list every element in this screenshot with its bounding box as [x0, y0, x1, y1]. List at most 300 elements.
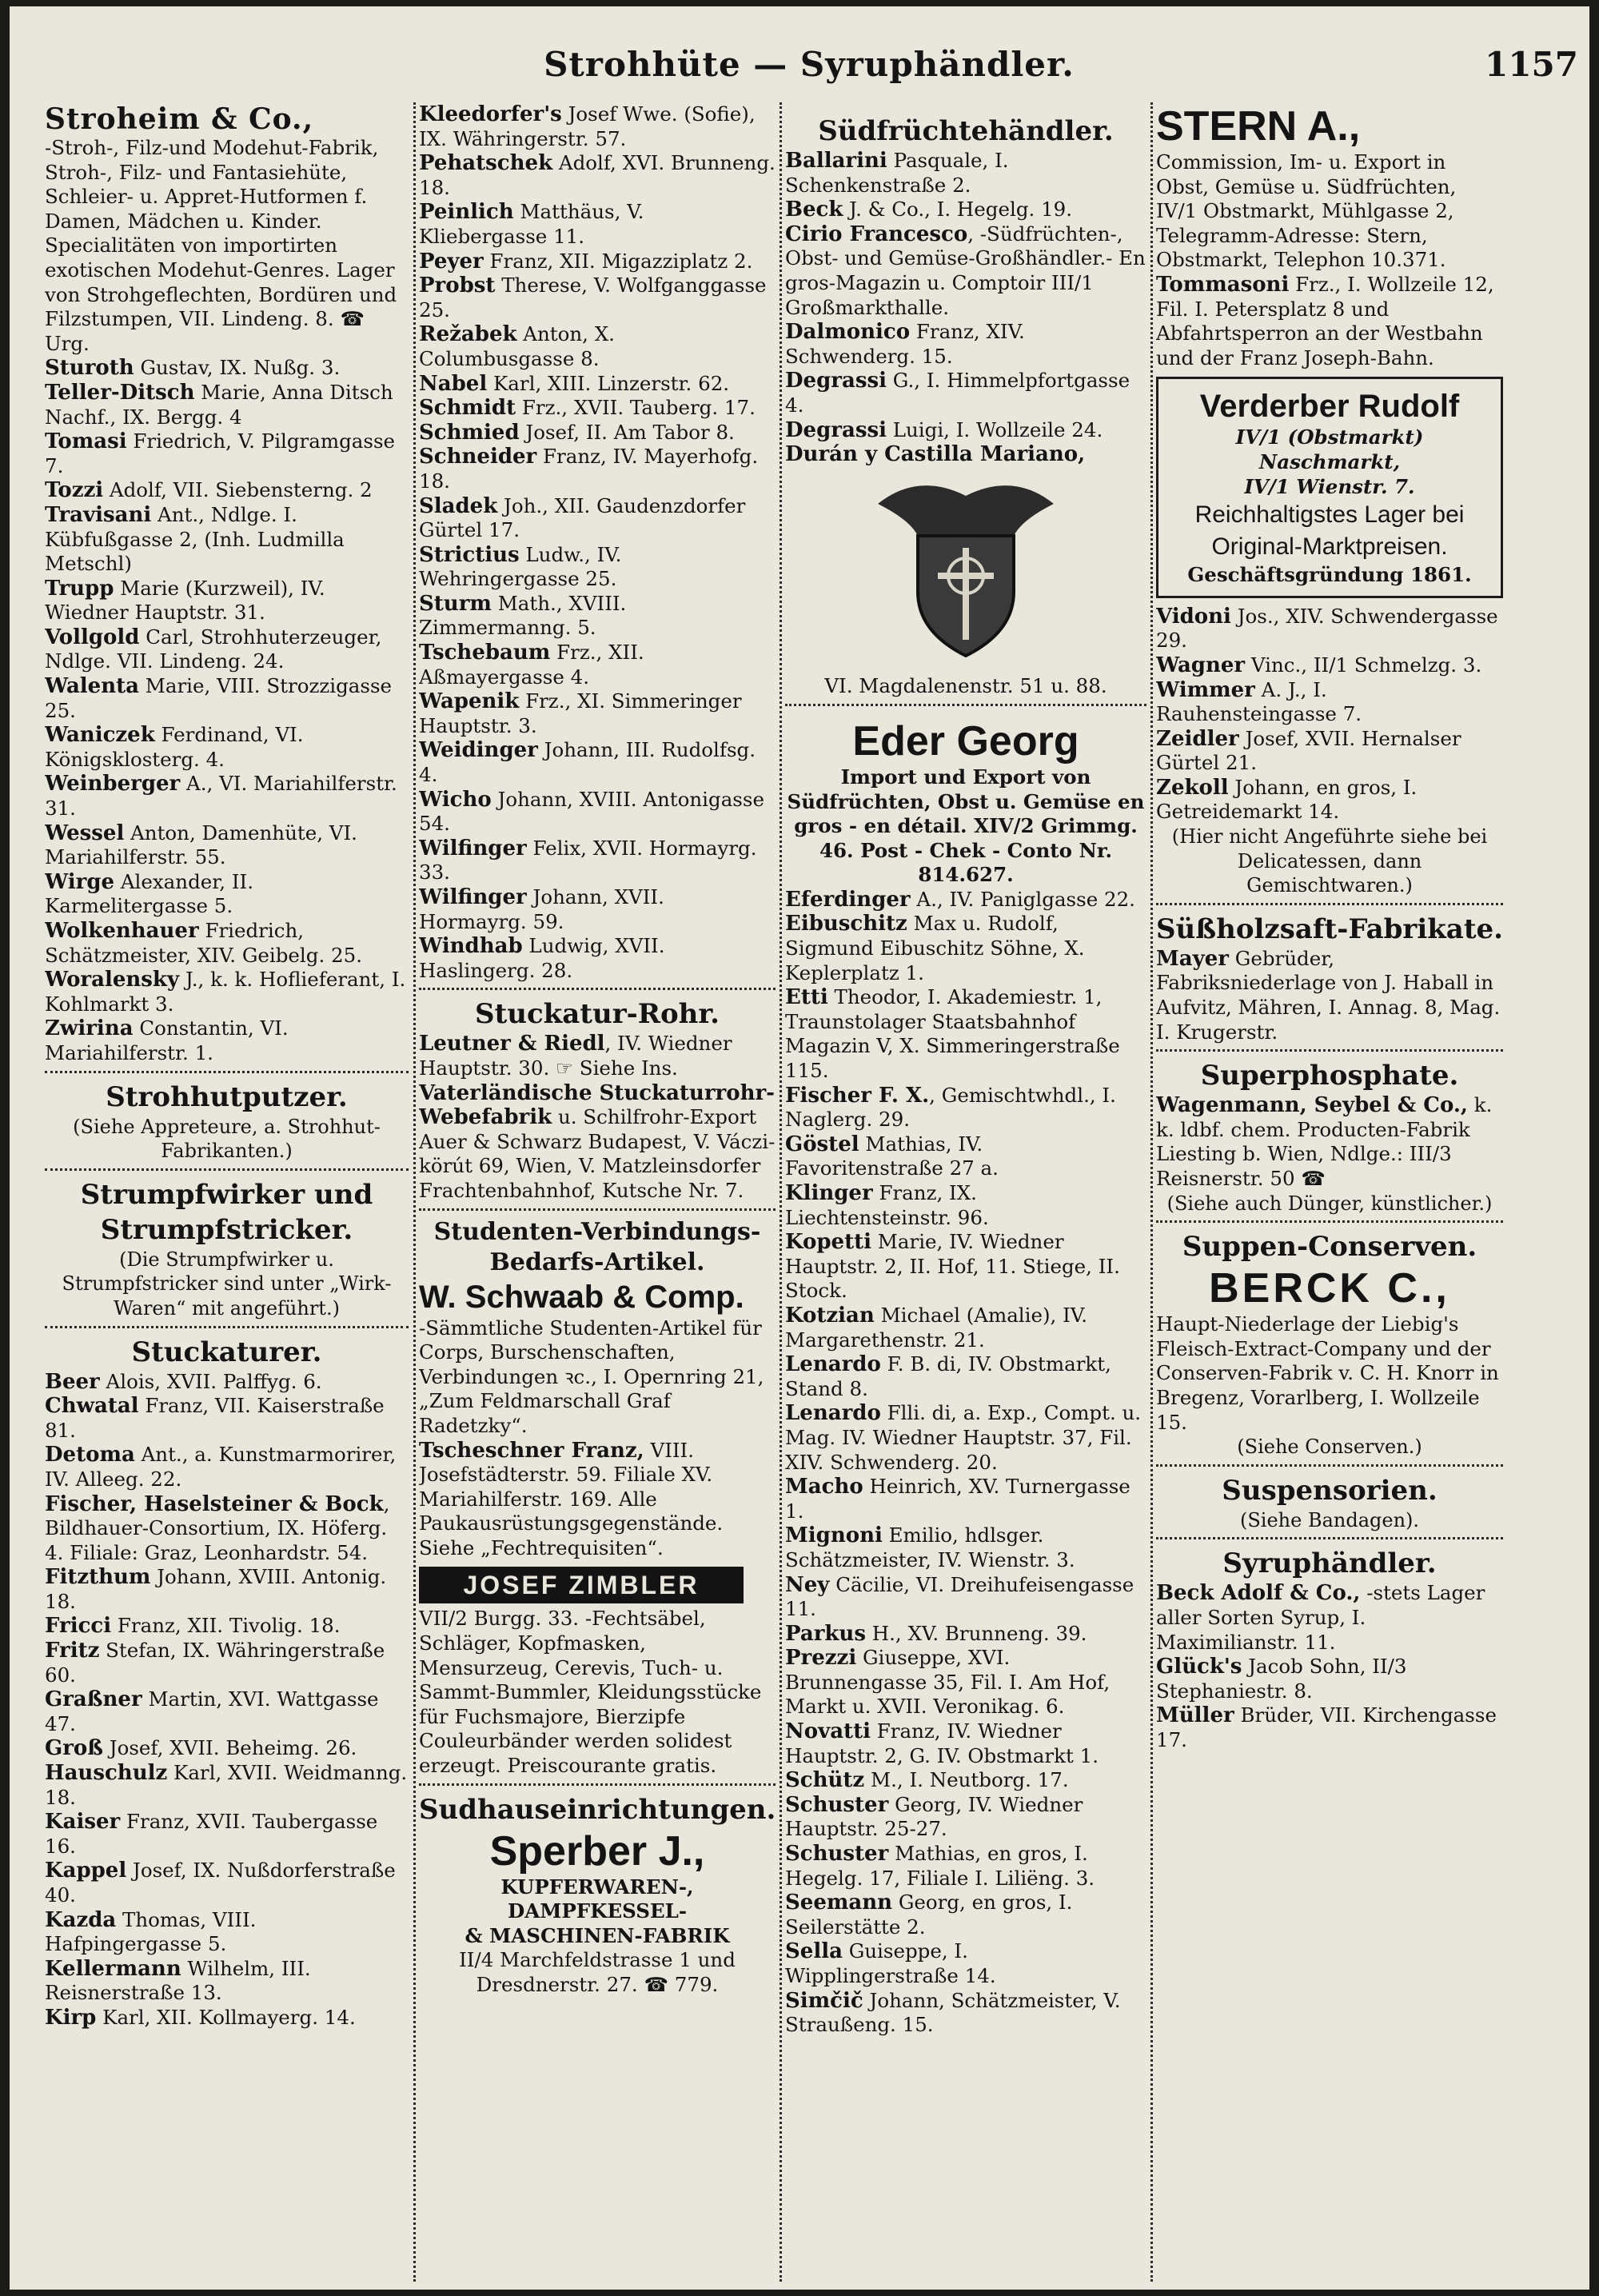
section-note: (Siehe Bandagen). — [1239, 1508, 1420, 1531]
page-header-title: Strohhüte — Syruphändler. — [544, 45, 1075, 84]
directory-entry — [45, 1957, 409, 2006]
berck-ad-text: Haupt-Niederlage der Liebig's Fleisch-Extract-Company und der Conserven-Fabrik v. C. H. Knorr in Bregenz, Vorarlberg, I. Wollzeile 15. — [1156, 1312, 1499, 1434]
eder-ad-name: Eder Georg — [852, 717, 1079, 765]
section-heading-suppen: Suppen-Conserven. — [1156, 1220, 1503, 1264]
directory-entry — [45, 674, 409, 723]
directory-entry — [785, 222, 1146, 320]
directory-entry — [419, 543, 776, 592]
verderber-text-3: Geschäftsgründung 1861. — [1187, 563, 1472, 587]
directory-entry — [785, 1622, 1146, 1647]
directory-entry — [785, 320, 1146, 369]
entry-name: Windhab — [419, 934, 523, 959]
entry-name: Wolkenhauer — [45, 919, 199, 943]
entry-name: Glück's — [1156, 1655, 1242, 1679]
entry-text: Flli. di, a. Exp., Compt. u. Mag. IV. Wiedner Hauptstr. 37, Fil. XIV. Schwenderg. 20. — [785, 1401, 1142, 1474]
section-note: (Hier nicht Angeführte siehe bei Delicatessen, dann Gemischtwaren.) — [1171, 825, 1488, 897]
directory-entry — [45, 1016, 409, 1065]
entry-text: k. k. ldbf. chem. Producten-Fabrik Liesting b. Wien, Ndlge.: III/3 Reisnerstr. 50 ☎ — [1156, 1093, 1493, 1190]
entry-name: Sladek — [419, 493, 498, 518]
directory-entry — [45, 503, 409, 577]
entry-text: Alois, XVII. Palffyg. 6. — [99, 1369, 322, 1393]
directory-entry — [45, 381, 409, 429]
entry-text: Franz, IV. Mayerhofg. 18. — [419, 445, 759, 493]
directory-entry — [785, 1132, 1146, 1181]
entry-text: Jos., XIV. Schwendergasse 29. — [1156, 604, 1498, 653]
directory-entry — [45, 1639, 409, 1687]
directory-entry — [785, 1181, 1146, 1230]
entry-text: Anton, X. Columbusgasse 8. — [419, 322, 615, 370]
entry-text: A., VI. Mariahilferstr. 31. — [45, 772, 397, 821]
entry-name: Graßner — [45, 1687, 142, 1712]
column-4 — [1156, 102, 1503, 2282]
column-3 — [785, 102, 1146, 2282]
column-1 — [45, 102, 409, 2282]
directory-entry — [419, 738, 776, 787]
section-heading-suedfruechte: Südfrüchtehändler. — [818, 115, 1114, 147]
entry-name: Ney — [785, 1572, 830, 1597]
entry-name: Simčič — [785, 1988, 863, 2013]
entry-name: Seemann — [785, 1891, 893, 1915]
entry-name: Beer — [45, 1369, 100, 1394]
entry-name: Schmied — [419, 420, 520, 445]
entry-name: Parkus — [785, 1621, 866, 1646]
directory-entry — [785, 1401, 1146, 1475]
entry-text: Gebrüder, Fabriksniederlage von J. Haball in Aufvitz, Mähren, I. Annag. 8, Mag. I. Krugerstr. — [1156, 946, 1501, 1044]
entry-text: Alexander, II. Karmelitergasse 5. — [45, 869, 253, 918]
entry-name: Prezzi — [785, 1646, 857, 1671]
directory-entry — [419, 934, 776, 983]
entry-text: Gustav, IX. Nußg. 3. — [134, 356, 341, 380]
entry-text: Josef, XVII. Hernalser Gürtel 21. — [1156, 726, 1461, 775]
directory-entry — [45, 772, 409, 821]
entry-name: Travisani — [45, 502, 152, 527]
directory-entry — [45, 1736, 409, 1761]
entry-name: Fitzthum — [45, 1565, 151, 1590]
entry-name: Tscheschner Franz, — [419, 1438, 644, 1463]
entry-text: Guiseppe, I. Wipplingerstraße 14. — [785, 1939, 996, 1987]
entry-text: Marie, Anna Ditsch Nachf., IX. Bergg. 4 — [45, 380, 393, 429]
entry-text: Math., XVIII. Zimmermanng. 5. — [419, 591, 627, 640]
entry-name: Peyer — [419, 249, 484, 274]
entry-name: Macho — [785, 1475, 863, 1499]
entry-name: Probst — [419, 274, 496, 298]
entry-name: Teller-Ditsch — [45, 380, 195, 405]
entry-text: G., I. Himmelpfortgasse 4. — [785, 369, 1130, 417]
directory-entry — [785, 1230, 1146, 1304]
entry-name: Degrassi — [785, 417, 887, 442]
entry-name: Eibuschitz — [785, 912, 907, 936]
directory-entry — [419, 689, 776, 738]
directory-entry — [419, 1081, 776, 1204]
entry-text: Marie, IV. Wiedner Hauptstr. 2, II. Hof, 11. Stiege, II. Stock. — [785, 1230, 1120, 1303]
entry-text: Jacob Sohn, II/3 Stephaniestr. 8. — [1156, 1655, 1407, 1703]
entry-text: Wilhelm, III. Reisnerstraße 13. — [45, 1956, 311, 2005]
entry-name: Mignoni — [785, 1523, 883, 1548]
column-divider — [413, 102, 416, 2282]
entry-text: Frz., XVII. Tauberg. 17. — [516, 396, 756, 420]
duran-address: VI. Magdalenenstr. 51 u. 88. — [824, 674, 1107, 698]
entry-text: J. & Co., I. Hegelg. 19. — [843, 198, 1073, 222]
verderber-address-1: IV/1 (Obstmarkt) Naschmarkt, — [1235, 425, 1424, 473]
entry-name: Sturm — [419, 591, 492, 616]
directory-entry — [1156, 776, 1503, 825]
directory-entry — [785, 1523, 1146, 1572]
entry-name: Wessel — [45, 821, 125, 845]
directory-entry — [45, 1687, 409, 1736]
entry-text: Johann, XVIII. Antonigasse 54. — [419, 787, 764, 836]
entry-name: Kazda — [45, 1907, 117, 1932]
berck-ad-name: BERCK C., — [1209, 1265, 1450, 1312]
entry-text: Franz, IV. Wiedner Hauptstr. 2, G. IV. Obstmarkt 1. — [785, 1719, 1099, 1767]
entry-text: Cäcilie, VI. Dreihufeisengasse 11. — [785, 1572, 1134, 1621]
entry-text: Constantin, VI. Mariahilferstr. 1. — [45, 1016, 289, 1064]
sperber-ad-name: Sperber J., — [489, 1827, 705, 1875]
entry-name: Weinberger — [45, 772, 181, 797]
directory-entry — [785, 198, 1146, 222]
entry-text: Pasquale, I. Schenkenstraße 2. — [785, 149, 1009, 197]
entry-name: Fritz — [45, 1639, 100, 1663]
entry-text: Therese, V. Wolfganggasse 25. — [419, 274, 767, 321]
directory-entry — [1156, 1093, 1503, 1191]
directory-entry — [419, 592, 776, 641]
entry-name: Kotzian — [785, 1303, 875, 1328]
directory-entry — [45, 723, 409, 772]
entry-name: Kellermann — [45, 1956, 181, 1981]
entry-name: Degrassi — [785, 369, 887, 393]
entry-name: Durán y Castilla Mariano, — [785, 442, 1086, 467]
directory-entry — [45, 1370, 409, 1395]
entry-name: Novatti — [785, 1719, 871, 1744]
entry-name: Chwatal — [45, 1394, 139, 1419]
entry-name: Režabek — [419, 322, 517, 347]
directory-entry — [419, 274, 776, 322]
entry-name: Vidoni — [1156, 604, 1231, 629]
tschechner-entry — [419, 1439, 776, 1561]
entry-text: Franz, XII. Migazziplatz 2. — [483, 249, 753, 273]
entry-name: Tschebaum — [419, 641, 551, 665]
directory-entry — [45, 1908, 409, 1957]
entry-name: Leutner & Riedl — [419, 1032, 605, 1056]
entry-text: J., k. k. Hoflieferant, I. Kohlmarkt 3. — [45, 968, 406, 1016]
entry-name: Wagner — [1156, 653, 1246, 677]
directory-entry — [785, 1793, 1146, 1842]
directory-entry — [419, 885, 776, 934]
section-heading-strumpfwirker: Strumpfwirker und Strumpfstricker. — [45, 1168, 409, 1248]
directory-entry — [1156, 273, 1503, 370]
entry-name: Peinlich — [419, 200, 514, 225]
entry-name: Vollgold — [45, 625, 140, 649]
entry-text: Mathias, en gros, I. Hegelg. 17, Filiale I. Liliëng. 3. — [785, 1842, 1095, 1890]
entry-text: Johann, XVII. Hormayrg. 59. — [419, 885, 664, 933]
directory-entry — [45, 429, 409, 478]
entry-name: Wirge — [45, 869, 115, 894]
directory-entry — [419, 102, 776, 151]
directory-entry — [45, 821, 409, 870]
column-divider — [780, 102, 782, 2282]
entry-name: Wapenik — [419, 689, 520, 714]
sperber-line-2: & MASCHINEN-FABRIK — [465, 1923, 730, 1947]
directory-entry — [785, 1573, 1146, 1622]
directory-entry — [1156, 727, 1503, 776]
entry-name: Fischer, Haselsteiner & Bock — [45, 1491, 384, 1516]
section-heading-studenten: Studenten-Verbindungs-Bedarfs-Artikel. — [419, 1208, 776, 1278]
entry-name: Trupp — [45, 576, 114, 601]
directory-entry — [419, 641, 776, 689]
entry-text: Karl, XVII. Weidmanng. 18. — [45, 1761, 408, 1809]
entry-text: Adolf, VII. Siebensterng. 2 — [103, 478, 373, 502]
entry-name: Tomasi — [45, 429, 127, 454]
schwaab-ad-name: W. Schwaab & Comp. — [419, 1279, 744, 1315]
entry-name: Kleedorfer's — [419, 102, 562, 126]
entry-text: Johann, en gros, I. Getreidemarkt 14. — [1156, 775, 1418, 824]
directory-entry — [785, 418, 1146, 443]
entry-name: Schuster — [785, 1792, 889, 1817]
entry-name: Zeidler — [1156, 726, 1239, 751]
directory-entry — [45, 870, 409, 919]
entry-name: Kirp — [45, 2005, 97, 2030]
entry-name: Schuster — [785, 1842, 889, 1867]
entry-name: Dalmonico — [785, 320, 911, 345]
directory-entry — [785, 1989, 1146, 2038]
entry-text: H., XV. Brunneng. 39. — [865, 1621, 1087, 1645]
entry-name: Beck Adolf & Co., — [1156, 1581, 1361, 1606]
directory-entry — [785, 985, 1146, 1083]
entry-name: Tozzi — [45, 478, 104, 503]
entry-text: Brüder, VII. Kirchengasse 17. — [1156, 1703, 1497, 1751]
entry-list — [419, 1032, 776, 1203]
entry-name: Wicho — [419, 787, 492, 812]
entry-text: Georg, IV. Wiedner Hauptstr. 25-27. — [785, 1792, 1083, 1841]
entry-text: Karl, XIII. Linzerstr. 62. — [487, 371, 730, 395]
entry-name: Eferdinger — [785, 887, 911, 912]
entry-name: Fischer F. X. — [785, 1083, 930, 1108]
section-heading-sudhaus: Sudhauseinrichtungen. — [419, 1783, 776, 1827]
entry-text: Adolf, XVI. Brunneng. 18. — [419, 151, 776, 199]
entry-text: Marie, VIII. Strozzigasse 25. — [45, 674, 393, 722]
entry-list — [419, 102, 776, 983]
directory-entry — [1156, 678, 1503, 727]
entry-text: Georg, en gros, I. Seilerstätte 2. — [785, 1891, 1073, 1939]
entry-text: Stefan, IX. Währingerstraße 60. — [45, 1639, 385, 1687]
entry-name: Beck — [785, 198, 843, 222]
entry-name: Kopetti — [785, 1230, 871, 1255]
entry-name: Lenardo — [785, 1352, 881, 1377]
entry-text: Frz., XI. Simmeringer Hauptstr. 3. — [419, 689, 742, 737]
entry-text: Johann, III. Rudolfsg. 4. — [419, 738, 756, 787]
directory-entry — [45, 625, 409, 674]
entry-text: , -Südfrüchten-, Obst- und Gemüse-Großhändler.- En gros-Magazin u. Comptoir III/1 Großmarkthalle. — [785, 222, 1146, 319]
entry-text: Franz, XII. Tivolig. 18. — [111, 1614, 341, 1638]
directory-entry — [785, 149, 1146, 198]
entry-name: Nabel — [419, 371, 488, 396]
entry-text: Friedrich, Schätzmeister, XIV. Geibelg. 25. — [45, 919, 362, 967]
directory-entry — [419, 396, 776, 421]
entry-text: Josef, II. Am Tabor 8. — [519, 420, 735, 444]
entry-text: Max u. Rudolf, Sigmund Eibuschitz Söhne, X. Keplerplatz 1. — [785, 912, 1085, 984]
entry-name: Schmidt — [419, 396, 516, 421]
directory-entry — [785, 1768, 1146, 1793]
entry-name: Vaterländische Stuckaturrohr-Webefabrik — [419, 1080, 775, 1130]
entry-text: Frz., XII. Aßmayergasse 4. — [419, 641, 644, 689]
entry-name: Walenta — [45, 674, 139, 699]
directory-entry — [419, 788, 776, 837]
entry-text: Theodor, I. Akademiestr. 1, Traunstolager Staatsbahnhof Magazin V, X. Simmeringerstraße 115. — [785, 985, 1120, 1083]
entry-text: Franz, VII. Kaiserstraße 81. — [45, 1394, 385, 1442]
directory-entry — [785, 1352, 1146, 1401]
entry-text: Joh., XII. Gaudenzdorfer Gürtel 17. — [419, 493, 746, 542]
entry-text: Franz, XVII. Taubergasse 16. — [45, 1810, 378, 1858]
directory-entry — [785, 1475, 1146, 1523]
entry-text: Johann, Schätzmeister, V. Straußeng. 15. — [785, 1988, 1121, 2037]
directory-entry — [1156, 1655, 1503, 1703]
directory-entry — [785, 1304, 1146, 1352]
section-heading-superphosphate: Superphosphate. — [1156, 1049, 1503, 1093]
entry-name: Kaiser — [45, 1810, 121, 1835]
stern-ad-text: Commission, Im- u. Export in Obst, Gemüse u. Südfrüchten, IV/1 Obstmarkt, Mühlgasse 2, Telegramm-Adresse: Stern, Obstmarkt, Telephon 10.371. — [1156, 150, 1457, 272]
directory-entry — [1156, 1581, 1503, 1655]
entry-name: Hauschulz — [45, 1761, 168, 1786]
entry-text: , IV. Wiedner Hauptstr. 30. ☞ Siehe Ins. — [419, 1032, 732, 1080]
verderber-text-2: Original-Marktpreisen. — [1211, 533, 1448, 561]
verderber-address-2: IV/1 Wienstr. 7. — [1244, 474, 1415, 498]
entry-text: Josef, IX. Nußdorferstraße 40. — [45, 1859, 396, 1907]
entry-name: Schneider — [419, 445, 537, 469]
directory-entry — [45, 1859, 409, 1907]
entry-text: M., I. Neutborg. 17. — [864, 1768, 1069, 1792]
section-note: (Siehe Appreteure, a. Strohhut-Fabrikanten.) — [73, 1115, 381, 1163]
entry-name: Wagenmann, Seybel & Co., — [1156, 1093, 1468, 1118]
directory-entry — [419, 372, 776, 397]
entry-name: Groß — [45, 1736, 103, 1761]
entry-name: Pehatschek — [419, 151, 553, 176]
directory-entry — [45, 1810, 409, 1859]
entry-text: Michael (Amalie), IV. Margarethenstr. 21. — [785, 1303, 1087, 1352]
entry-name: Kappel — [45, 1859, 127, 1883]
crest-emblem — [785, 467, 1146, 675]
directory-entry — [45, 577, 409, 625]
verderber-ad-box — [1156, 377, 1503, 597]
directory-entry — [785, 442, 1146, 467]
directory-entry — [785, 1891, 1146, 1939]
directory-entry — [45, 968, 409, 1016]
entry-list — [1156, 273, 1503, 370]
entry-name: Zwirina — [45, 1016, 134, 1041]
section-heading-syrup: Syruphändler. — [1156, 1537, 1503, 1581]
section-heading-strohhutputzer: Strohhutputzer. — [45, 1071, 409, 1115]
sperber-line-1: KUPFERWAREN-, DAMPFKESSEL- — [500, 1875, 694, 1923]
directory-entry — [785, 369, 1146, 417]
entry-name: Wilfinger — [419, 885, 527, 909]
entry-name: Etti — [785, 985, 828, 1010]
entry-name: Wilfinger — [419, 836, 527, 861]
stroheim-ad-name: Stroheim & Co., — [45, 102, 314, 136]
entry-name: Zekoll — [1156, 775, 1229, 800]
entry-text: Ludwig, XVII. Haslingerg. 28. — [419, 934, 665, 982]
directory-entry — [785, 1084, 1146, 1132]
entry-text: Josef, XVII. Beheimg. 26. — [103, 1736, 357, 1760]
directory-entry — [419, 250, 776, 274]
entry-text: Franz, XIV. Schwenderg. 15. — [785, 320, 1025, 368]
directory-entry — [45, 1394, 409, 1443]
entry-list — [45, 356, 409, 1065]
entry-text: Johann, XVIII. Antonig. 18. — [45, 1565, 387, 1613]
verderber-text-1: Reichhaltigstes Lager bei — [1194, 501, 1465, 529]
section-heading-stuckaturrohr: Stuckatur-Rohr. — [419, 988, 776, 1032]
entry-text: Matthäus, V. Kliebergasse 11. — [419, 200, 644, 248]
eder-ad-text: Import und Export von Südfrüchten, Obst u. Gemüse en gros - en détail. XIV/2 Grimmg. 46. Post - Chek - Conto Nr. 814.627. — [787, 765, 1145, 887]
directory-entry — [785, 1646, 1146, 1719]
section-note: (Siehe auch Dünger, künstlicher.) — [1166, 1192, 1493, 1215]
zimbler-ad-name: JOSEF ZIMBLER — [419, 1567, 744, 1603]
directory-page — [10, 6, 1589, 2290]
entry-text: , Bildhauer-Consortium, IX. Höferg. 4. Filiale: Graz, Leonhardstr. 54. — [45, 1491, 390, 1564]
entry-text: Mathias, IV. Favoritenstraße 27 a. — [785, 1132, 999, 1180]
entry-text: Karl, XII. Kollmayerg. 14. — [96, 2005, 356, 2029]
stroheim-ad-text: -Stroh-, Filz-und Modehut-Fabrik, Stroh-, Filz- und Fantasiehüte, Schleier- u. Appret-Hutformen f. Damen, Mädchen u. Kinder. Specialitäten von importirten exotischen Modehut-Genres. Lager von Strohgeflechten, Bordüren und Filzstumpen, VII. Lindeng. 8. ☎ Urg. — [45, 136, 397, 355]
entry-list — [1156, 1093, 1503, 1191]
stern-ad-name: STERN A., — [1156, 103, 1361, 150]
directory-entry — [1156, 653, 1503, 678]
directory-entry — [45, 1443, 409, 1491]
section-heading-suspensorien: Suspensorien. — [1156, 1464, 1503, 1508]
entry-text: Emilio, hdlsger. Schätzmeister, IV. Wienstr. 3. — [785, 1523, 1075, 1571]
entry-text: Thomas, VIII. Hafpingergasse 5. — [45, 1907, 257, 1956]
directory-entry — [785, 1719, 1146, 1768]
directory-entry — [1156, 605, 1503, 653]
directory-entry — [45, 1565, 409, 1614]
directory-entry — [45, 1761, 409, 1810]
entry-text: Vinc., II/1 Schmelzg. 3. — [1245, 653, 1482, 677]
entry-text: A., IV. Paniglgasse 22. — [910, 887, 1135, 911]
schwaab-ad-text: -Sämmtliche Studenten-Artikel für Corps, Burschenschaften, Verbindungen ꝛc., I. Opernring 21, „Zum Feldmarschall Graf Radetzky“. — [419, 1316, 764, 1437]
directory-entry — [785, 912, 1146, 985]
directory-entry — [785, 1939, 1146, 1988]
directory-entry — [419, 421, 776, 445]
entry-text: Friedrich, V. Pilgramgasse 7. — [45, 429, 396, 477]
entry-text: , Gemischtwhdl., I. Naglerg. 29. — [785, 1083, 1116, 1132]
section-note: (Die Strumpfwirker u. Strumpfstricker sind unter „Wirk-Waren“ mit angeführt.) — [62, 1248, 392, 1320]
entry-name: Weidinger — [419, 738, 538, 763]
entry-name: Mayer — [1156, 946, 1229, 971]
directory-entry — [45, 1614, 409, 1639]
entry-name: Strictius — [419, 542, 520, 567]
directory-entry — [419, 837, 776, 885]
page-number: 1157 — [1485, 45, 1578, 84]
directory-entry — [1156, 1703, 1503, 1752]
entry-name: Göstel — [785, 1132, 859, 1156]
entry-list — [785, 149, 1146, 467]
directory-entry — [419, 200, 776, 249]
eder-divider — [785, 704, 1146, 717]
directory-entry — [1156, 947, 1503, 1044]
entry-text: A. J., I. Rauhensteingasse 7. — [1156, 677, 1362, 726]
entry-name: Cirio Francesco — [785, 222, 968, 246]
entry-text: -stets Lager aller Sorten Syrup, I. Maximilianstr. 11. — [1156, 1581, 1485, 1654]
column-2 — [419, 102, 776, 2282]
directory-entry — [45, 1492, 409, 1566]
entry-text: Luigi, I. Wollzeile 24. — [886, 417, 1103, 441]
directory-entry — [419, 1032, 776, 1080]
entry-name: Woralensky — [45, 968, 180, 992]
entry-list — [45, 1370, 409, 2030]
entry-name: Tommasoni — [1156, 272, 1290, 297]
entry-list — [1156, 605, 1503, 825]
entry-name: Klinger — [785, 1181, 873, 1205]
directory-entry — [45, 478, 409, 503]
directory-entry — [45, 356, 409, 381]
section-heading-suessholz: Süßholzsaft-Fabrikate. — [1156, 903, 1503, 947]
directory-entry — [419, 445, 776, 493]
